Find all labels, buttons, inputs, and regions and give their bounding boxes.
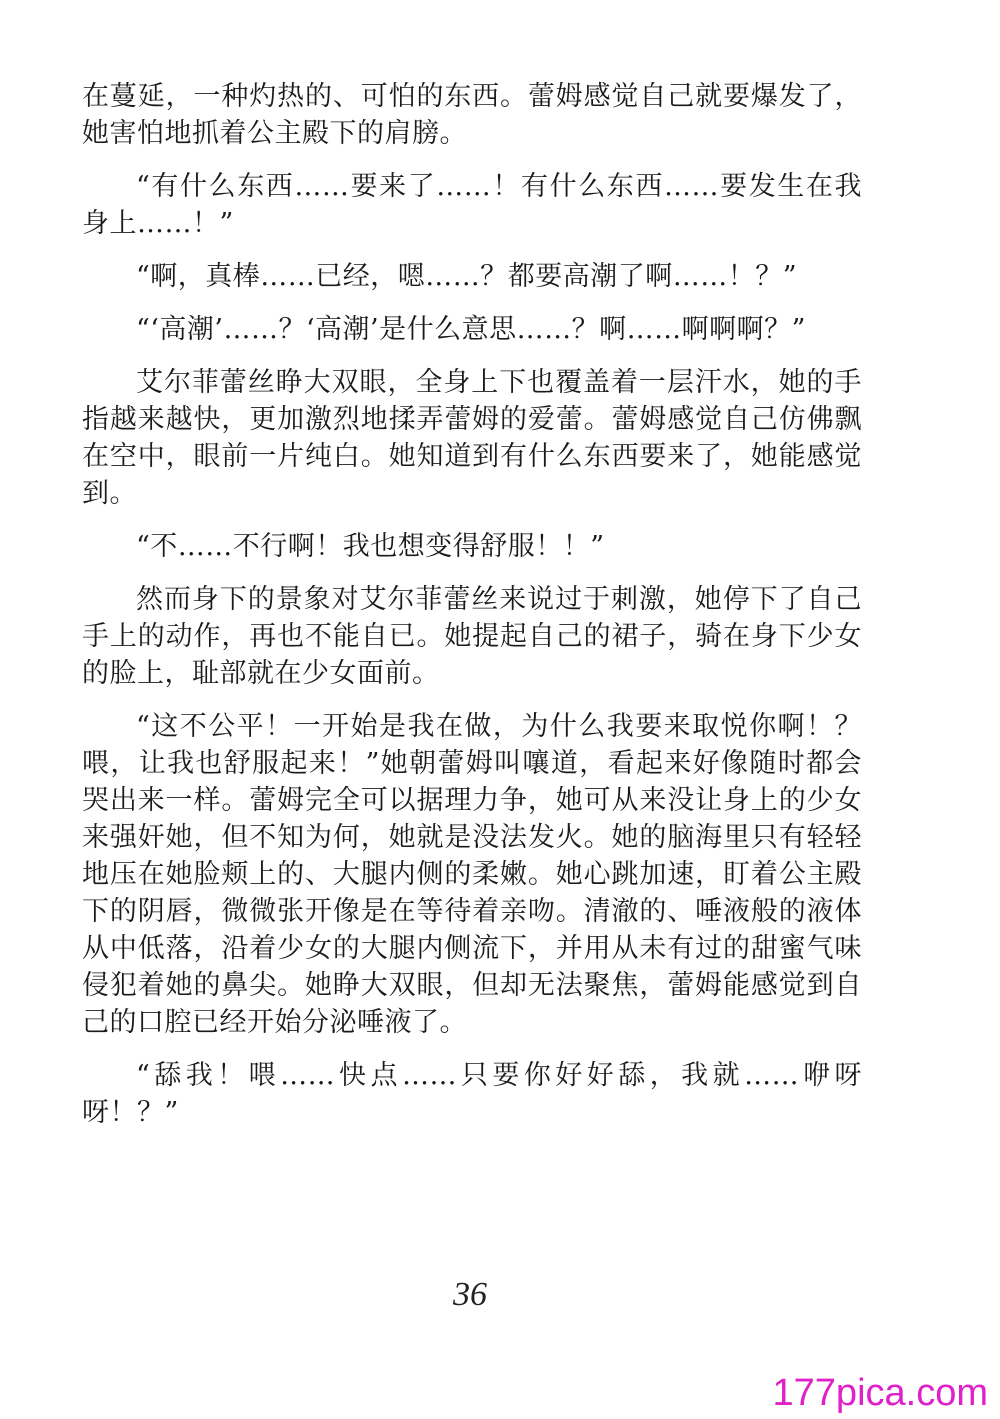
paragraph-2: “有什么东西……要来了……！有什么东西……要发生在我身上……！” xyxy=(82,171,862,239)
page-number: 36 xyxy=(453,1276,487,1313)
paragraph-5: 艾尔菲蕾丝睁大双眼，全身上下也覆盖着一层汗水，她的手指越来越快，更加激烈地揉弄蕾姆的爱蕾。蕾姆感觉自己仿佛飘在空中，眼前一片纯白。她知道到有什么东西要来了，她能感觉到。 xyxy=(82,367,862,509)
paragraph-3: “啊，真棒……已经，嗯……？都要高潮了啊……！？” xyxy=(136,261,798,292)
watermark-text: 177pica.com xyxy=(772,1372,988,1414)
paragraph-7: 然而身下的景象对艾尔菲蕾丝来说过于刺激，她停下了自己手上的动作，再也不能自已。她提起自己的裙子，骑在身下少女的脸上，耻部就在少女面前。 xyxy=(82,584,862,689)
paragraph-9: “舔我！喂……快点……只要你好好舔，我就……咿呀呀！？” xyxy=(82,1060,862,1128)
paragraph-8: “这不公平！一开始是我在做，为什么我要来取悦你啊！？喂，让我也舒服起来！”她朝蕾姆叫嚷道，看起来好像随时都会哭出来一样。蕾姆完全可以据理力争，她可从来没让身上的少女来强奸她，但不知为何，她就是没法发火。她的脑海里只有轻轻地压在她脸颊上的、大腿内侧的柔嫩。她心跳加速，盯着公主殿下的阴唇，微微张开像是在等待着亲吻。清澈的、唾液般的液体从中低落，沿着少女的大腿内侧流下，并用从未有过的甜蜜气味侵犯着她的鼻尖。她睁大双眼，但却无法聚焦，蕾姆能感觉到自己的口腔已经开始分泌唾液了。 xyxy=(82,711,862,1038)
paragraph-6: “不……不行啊！我也想变得舒服！！” xyxy=(136,531,605,562)
paragraph-4: “‘高潮’……？‘高潮’是什么意思……？啊……啊啊啊？” xyxy=(136,314,806,345)
paragraph-1: 在蔓延，一种灼热的、可怕的东西。蕾姆感觉自己就要爆发了，她害怕地抓着公主殿下的肩膀。 xyxy=(82,81,862,149)
body-text xyxy=(82,78,862,1147)
